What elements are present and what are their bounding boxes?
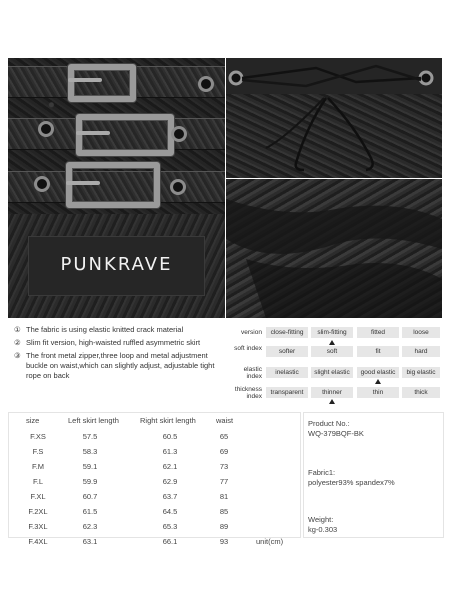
- feature-number: ③: [14, 351, 21, 360]
- buckle-prong: [68, 78, 102, 82]
- index-option: transparent: [266, 387, 308, 398]
- metal-eyelet: [198, 76, 214, 92]
- index-row-thickness: [230, 387, 440, 399]
- index-option: big elastic: [402, 367, 440, 378]
- header-cell: Left skirt length: [68, 416, 119, 425]
- index-option: hard: [402, 346, 440, 357]
- measurement-cell: 77: [219, 477, 229, 486]
- index-row-soft: [230, 346, 440, 358]
- weight-label: Weight:: [308, 515, 334, 524]
- fabric-value: polyester93% spandex7%: [308, 478, 395, 487]
- skirt-ruffle-photo: [226, 179, 442, 318]
- index-label: soft index: [234, 345, 262, 352]
- size-cell: F.M: [31, 462, 45, 471]
- measurement-cell: 59.9: [82, 477, 98, 486]
- measurement-cell: 63.1: [82, 537, 98, 546]
- measurement-cell: 66.1: [162, 537, 178, 546]
- selected-arrow-icon: [329, 340, 335, 345]
- brand-tag: [28, 236, 205, 296]
- measurement-cell: 81: [219, 492, 229, 501]
- size-table-frame: [8, 412, 301, 538]
- size-row: [12, 507, 302, 518]
- feature-item: [14, 338, 229, 348]
- header-cell: size: [26, 416, 40, 425]
- feature-number: ②: [14, 338, 21, 347]
- index-option: slim-fitting: [311, 327, 353, 338]
- measurement-cell: 62.1: [162, 462, 178, 471]
- measurement-cell: 62.3: [82, 522, 98, 531]
- index-row-elastic: [230, 367, 440, 379]
- metal-eyelet: [171, 126, 187, 142]
- selected-arrow-icon: [375, 379, 381, 384]
- buckle-prong: [76, 131, 110, 135]
- lace-drawing: [226, 58, 442, 178]
- measurement-cell: 61.3: [162, 447, 178, 456]
- measurement-cell: 85: [219, 507, 229, 516]
- feature-number: ①: [14, 325, 21, 334]
- measurement-cell: 93: [219, 537, 229, 546]
- size-row: [12, 462, 302, 473]
- lace-cord: [266, 98, 324, 148]
- metal-buckle: [76, 114, 174, 156]
- metal-eyelet: [230, 72, 242, 84]
- index-option: inelastic: [266, 367, 308, 378]
- index-label: version: [241, 329, 262, 336]
- size-cell: F.XS: [30, 432, 46, 441]
- measurement-cell: 59.1: [82, 462, 98, 471]
- size-cell: F.L: [32, 477, 44, 486]
- feature-item: [14, 351, 229, 381]
- feature-item: [14, 325, 229, 335]
- index-option: thinner: [311, 387, 353, 398]
- brand-label-text: PUNKRAVE: [60, 254, 173, 275]
- size-row: [12, 522, 302, 533]
- size-cell: F.4XL: [28, 537, 48, 546]
- index-label: elastic index: [243, 366, 262, 380]
- unit-label: unit(cm): [256, 537, 284, 546]
- index-option: close-fitting: [266, 327, 308, 338]
- measurement-cell: 63.7: [162, 492, 178, 501]
- index-option: thick: [402, 387, 440, 398]
- measurement-cell: 73: [219, 462, 229, 471]
- size-cell: F.S: [32, 447, 44, 456]
- brand-label-photo: [8, 214, 225, 318]
- metal-eyelet: [38, 121, 54, 137]
- size-cell: F.2XL: [28, 507, 48, 516]
- measurement-cell: 60.5: [162, 432, 178, 441]
- size-table-header: [12, 416, 302, 427]
- index-option: soft: [311, 346, 353, 357]
- product-number-value: WQ-379BQF-BK: [308, 429, 364, 438]
- index-option: slight elastic: [311, 367, 353, 378]
- size-row: [12, 447, 302, 458]
- index-option: loose: [402, 327, 440, 338]
- measurement-cell: 65.3: [162, 522, 178, 531]
- measurement-cell: 64.5: [162, 507, 178, 516]
- feature-text: Slim fit version, high-waisted ruffled asymmetric skirt: [26, 338, 201, 347]
- measurement-cell: 61.5: [82, 507, 98, 516]
- measurement-cell: 89: [219, 522, 229, 531]
- metal-buckle: [66, 162, 160, 208]
- metal-eyelet: [34, 176, 50, 192]
- metal-buckle: [68, 64, 136, 102]
- measurement-cell: 58.3: [82, 447, 98, 456]
- fabric-label: Fabric1:: [308, 468, 336, 477]
- header-cell: waist: [216, 416, 234, 425]
- feature-text: The front metal zipper,three loop and metal adjustment buckle on waist,which can slightly adjust, adjustable tight rope on back: [26, 351, 215, 380]
- size-row: [12, 432, 302, 443]
- metal-eyelet: [170, 179, 186, 195]
- lace-cord: [328, 98, 373, 170]
- measurement-cell: 65: [219, 432, 229, 441]
- measurement-cell: 60.7: [82, 492, 98, 501]
- header-cell: Right skirt length: [140, 416, 196, 425]
- size-row: [12, 537, 302, 548]
- index-option: thin: [357, 387, 399, 398]
- index-option: fitted: [357, 327, 399, 338]
- selected-arrow-icon: [329, 399, 335, 404]
- ruffle-fold: [226, 199, 442, 254]
- ruffle-fold: [246, 259, 442, 318]
- index-option: softer: [266, 346, 308, 357]
- measurement-cell: 69: [219, 447, 229, 456]
- back-lace-photo: [226, 58, 442, 178]
- size-row: [12, 492, 302, 503]
- measurement-cell: 62.9: [162, 477, 178, 486]
- size-row: [12, 477, 302, 488]
- feature-text: The fabric is using elastic knitted crack material: [26, 325, 184, 334]
- measurement-cell: 57.5: [82, 432, 98, 441]
- buckle-prong: [66, 181, 100, 185]
- buckle-detail-photo: [8, 58, 225, 214]
- index-row-version: [230, 327, 440, 339]
- lace-cord: [296, 98, 326, 170]
- index-option: good elastic: [357, 367, 399, 378]
- feature-list: [14, 325, 229, 384]
- weight-value: kg-0.303: [308, 525, 338, 534]
- metal-eyelet: [420, 72, 432, 84]
- ruffle-drawing: [226, 179, 442, 318]
- size-cell: F.3XL: [28, 522, 48, 531]
- product-number-label: Product No.:: [308, 419, 350, 428]
- size-cell: F.XL: [30, 492, 46, 501]
- index-label: thickness index: [234, 386, 262, 400]
- index-option: fit: [357, 346, 399, 357]
